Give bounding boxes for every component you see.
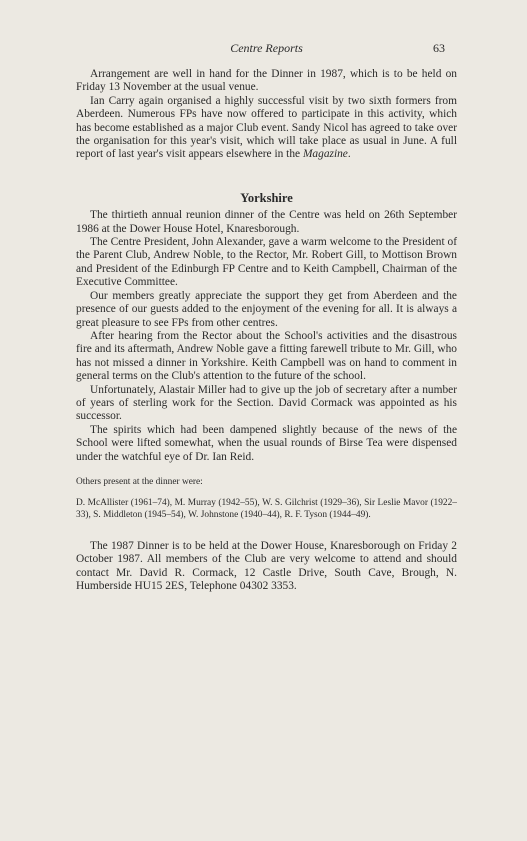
yorkshire-paragraph-2: The Centre President, John Alexander, gave a warm welcome to the President of the Parent Club, Andrew Noble, to the Rector, Mr. Robert Gill, to Mottison Brown and President of the Edinburgh FP Centre and to Keith Campbell, Chairman of the Executive Committee. xyxy=(76,236,457,289)
others-present-lead: Others present at the dinner were: xyxy=(76,476,203,487)
running-head xyxy=(76,41,457,57)
yorkshire-paragraph-4: After hearing from the Rector about the School's activities and the disastrous fire and its aftermath, Andrew Noble gave a fitting farewell tribute to Mr. Gill, who has not missed a dinner in Yorkshire. Keith Campbell was on hand to comment in general terms on the Club's attention to the future of the school. xyxy=(76,329,457,383)
page-number: 63 xyxy=(433,41,445,55)
yorkshire-paragraph-6: The spirits which had been dampened slightly because of the news of the School were lifted somewhat, when the usual rounds of Birse Tea were dispensed under the watchful eye of Dr. Ian Reid. xyxy=(76,423,457,463)
section-heading-yorkshire: Yorkshire xyxy=(240,190,293,205)
intro-paragraph-1: Arrangement are well in hand for the Dinner in 1987, which is to be held on Friday 13 November at the usual venue. xyxy=(76,68,457,94)
closing-paragraph: The 1987 Dinner is to be held at the Dower House, Knaresborough on Friday 2 October 1987. All members of the Club are very welcome to attend and should contact Mr. David R. Cormack, 12 Castle Drive, South Cave, Brough, N. Humberside HU15 2ES, Telephone 04302 3353. xyxy=(76,539,457,592)
others-present-list: D. McAllister (1961–74), M. Murray (1942–55), W. S. Gilchrist (1929–36), Sir Leslie Mavor (1922–33), S. Middleton (1945–54), W. Johnstone (1940–44), R. F. Tyson (1944–49). xyxy=(76,497,457,521)
yorkshire-paragraph-5: Unfortunately, Alastair Miller had to give up the job of secretary after a number of years of sterling work for the Section. David Cormack was appointed as his successor. xyxy=(76,383,457,423)
section-spacer xyxy=(76,162,457,192)
closing-spacer xyxy=(76,522,457,540)
intro-paragraph-2-text: Ian Carry again organised a highly successful visit by two sixth formers from Aberdeen. Numerous FPs have now offered to participate in this activity, which has become established as a major Club event. Sandy Nicol has agreed to take over the organisation for this year's visit, which will take place as usual in June. A full report of last year's visit appears elsewhere in the xyxy=(76,94,457,161)
yorkshire-paragraph-3: Our members greatly appreciate the support they get from Aberdeen and the presence of our guests added to the enjoyment of the evening for all. It is always a great pleasure to see FPs from other centres. xyxy=(76,289,457,329)
running-title: Centre Reports xyxy=(230,41,303,55)
magazine-title: Magazine xyxy=(302,148,348,161)
yorkshire-paragraph-1: The thirtieth annual reunion dinner of the Centre was held on 26th September 1986 at the Dower House Hotel, Knaresborough. xyxy=(76,209,457,235)
intro-paragraph-2 xyxy=(76,95,457,162)
body-text xyxy=(76,68,457,593)
intro-paragraph-2-end: . xyxy=(347,148,351,161)
